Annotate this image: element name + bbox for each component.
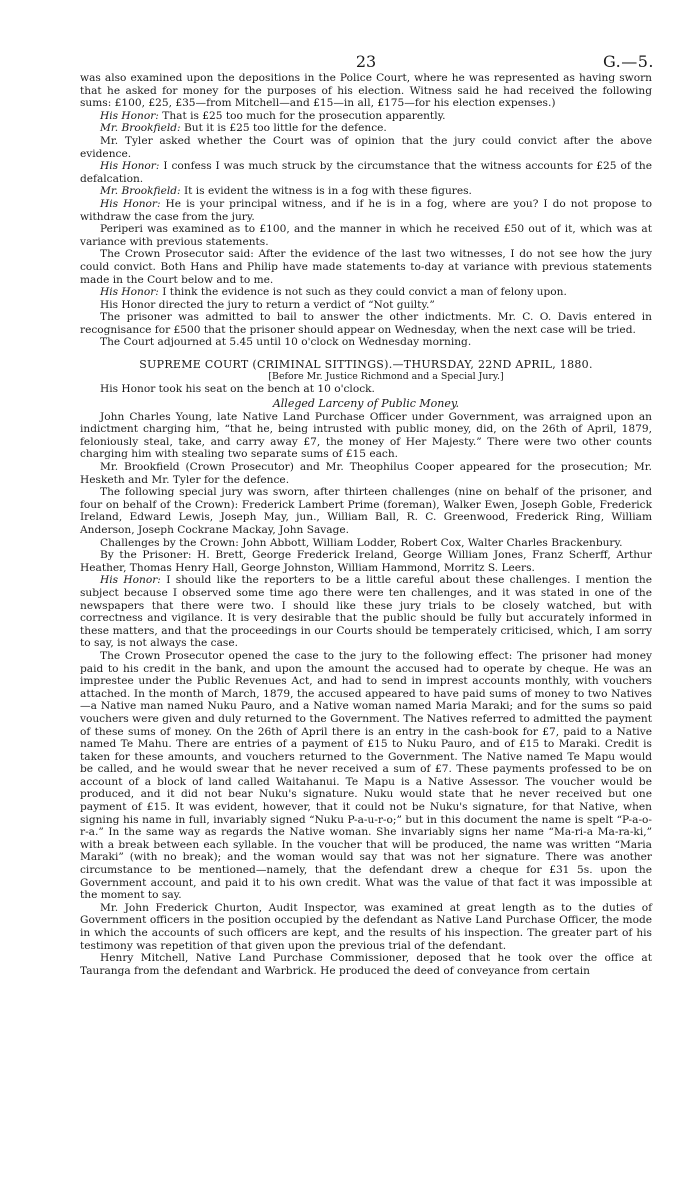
paragraph-text: The following special jury was sworn, after thirteen challenges (nine on behalf of the prisoner, and four on behalf of the Crown): Frederick Lambert Prime (foreman), Walker Ewen, Joseph Goble, Frederick Ireland, Edward Lewis, Joseph May, jun., William Ball, R. C. Greenwood, Frederick Ring, William Anderson, Joseph Cockrane Mackay, John Savage. — [80, 486, 652, 536]
paragraph-text: It is evident the witness is in a fog with these figures. — [180, 185, 472, 198]
paragraph-text: Mr. John Frederick Churton, Audit Inspector, was examined at great length as to the duties of Government officers in the position occupied by the defendant as Native Land Purchase Officer, the mode in which the accounts of such officers are kept, and the results of his inspection. The greater part of his testimony was repetition of that given upon the previous trial of the defendant. — [80, 901, 652, 952]
paragraph-text: He is your principal witness, and if he is in a fog, where are you? I do not propose to withdraw the case from the jury. — [80, 197, 652, 223]
paragraph — [80, 574, 652, 650]
paragraph-text: Mr. Tyler asked whether the Court was of opinion that the jury could convict after the above evidence. — [80, 134, 652, 160]
opening-paragraph: His Honor took his seat on the bench at 10 o'clock. — [100, 383, 375, 396]
paragraph — [80, 311, 652, 336]
paragraph — [80, 185, 652, 198]
paragraph-text: Periperi was examined as to £100, and the manner in which he received £50 out of it, which was at variance with previous statements. — [80, 223, 652, 248]
paragraph — [80, 461, 652, 486]
case-title: Alleged Larceny of Public Money. — [272, 396, 460, 410]
paragraph-text: That is £25 too much for the prosecution apparently. — [158, 109, 446, 122]
proceedings-section-2 — [80, 411, 652, 978]
paragraph — [80, 248, 652, 286]
speaker-label: His Honor: — [100, 160, 160, 173]
paragraph — [80, 198, 652, 223]
document-page — [80, 44, 652, 977]
page-header — [80, 44, 652, 72]
speaker-label: His Honor: — [100, 286, 159, 299]
paragraph-text: The Crown Prosecutor said: After the evidence of the last two witnesses, I do not see how the jury could convict. Both Hans and Philip have made statements to-day at variance with previous statements made in the Court below and to me. — [80, 248, 652, 286]
paragraph — [80, 952, 652, 977]
paragraph — [80, 411, 652, 461]
speaker-label: His Honor: — [100, 197, 161, 210]
paragraph-text: I confess I was much struck by the circumstance that the witness accounts for £25 of the defalcation. — [80, 160, 653, 185]
paragraph — [80, 549, 652, 574]
document-reference: G.—5. — [602, 52, 654, 71]
page-number: 23 — [355, 52, 377, 71]
paragraph-text: Mr. Brookfield (Crown Prosecutor) and Mr. Theophilus Cooper appeared for the prosecution; Mr. Hesketh and Mr. Tyler for the defence. — [80, 461, 652, 486]
paragraph-text: But it is £25 too little for the defence. — [180, 122, 387, 135]
paragraph-text: By the Prisoner: H. Brett, George Frederick Ireland, George William Jones, Franz Scherff, Arthur Heather, Thomas Henry Hall, George Johnston, William Hammond, Morritz S. Leers. — [80, 549, 652, 574]
paragraph-text: I think the evidence is not such as they could convict a man of felony upon. — [158, 286, 567, 299]
paragraph — [80, 650, 652, 902]
court-subheading: [Before Mr. Justice Richmond and a Special Jury.] — [268, 371, 504, 383]
paragraph-text: John Charles Young, late Native Land Purchase Officer under Government, was arraigned upon an indictment charging him, “that he, being intrusted with public money, did, on the 26th of April, 1879, feloniously steal, take, and carry away £7, the money of Her Majesty.” There were two other counts charging him with stealing two separate sums of £15 each. — [80, 410, 652, 461]
paragraph — [80, 135, 652, 160]
speaker-label: Mr. Brookfield: — [100, 185, 181, 198]
paragraph-text: Henry Mitchell, Native Land Purchase Commissioner, deposed that he took over the office at Tauranga from the defendant and Warbrick. He produced the deed of conveyance from certain — [80, 952, 652, 977]
paragraph — [80, 160, 652, 185]
speaker-label: His Honor: — [100, 109, 159, 122]
paragraph — [80, 486, 652, 536]
paragraph-text: Challenges by the Crown: John Abbott, William Lodder, Robert Cox, Walter Charles Brackenbury. — [100, 536, 623, 549]
paragraph — [80, 110, 652, 123]
court-heading: SUPREME COURT (CRIMINAL SITTINGS).—THURSDAY, 22ND APRIL, 1880. — [139, 358, 593, 372]
paragraph — [80, 902, 652, 952]
paragraph — [80, 537, 652, 550]
paragraph — [80, 122, 652, 135]
paragraph — [80, 336, 652, 349]
paragraph-text: His Honor directed the jury to return a verdict of “Not guilty.” — [100, 298, 435, 311]
paragraph — [80, 299, 652, 312]
paragraph-text: The prisoner was admitted to bail to answer the other indictments. Mr. C. O. Davis entered in recognisance for £500 that the prisoner should appear on Wednesday, when the next case will be tried. — [80, 311, 652, 336]
speaker-label: Mr. Brookfield: — [100, 122, 181, 135]
proceedings-section-1 — [80, 72, 652, 349]
paragraph-text: was also examined upon the depositions in the Police Court, where he was represented as having sworn that he asked for money for the purposes of his election. Witness said he had received the following sums: £100, £25, £35—from Mitchell—and £15—in all, £175—for his election expenses.) — [80, 72, 652, 110]
speaker-label: His Honor: — [100, 574, 161, 587]
document-body — [80, 72, 652, 977]
paragraph-text: I should like the reporters to be a little careful about these challenges. I mention the subject because I observed some time ago there were ten challenges, and it was stated in one of the newspapers that there were two. I should like these jury trials to be closely watched, but with correctness and vigilance. It is very desirable that the public should be fully but accurately informed in these matters, and that the proceedings in our Courts should be temperately criticised, which, I am sorry to say, is not always the case. — [80, 574, 652, 650]
paragraph — [80, 223, 652, 248]
paragraph-text: The Court adjourned at 5.45 until 10 o'clock on Wednesday morning. — [100, 336, 472, 349]
paragraph-text: The Crown Prosecutor opened the case to the jury to the following effect: The prisoner had money paid to his credit in the bank, and upon the amount the accused had to operate by cheque. He was an imprestee under the Public Revenues Act, and had to send in imprest accounts monthly, with vouchers attached. In the month of March, 1879, the accused appeared to have paid sums of money to two Natives—a Native man named Nuku Pauro, and a Native woman named Maria Maraki; and for the sums so paid vouchers were given and duly returned to the Government. The Natives referred to admitted the payment of these sums of money. On the 26th of April there is an entry in the cash-book for £7, paid to a Native named Te Mahu. There are entries of a payment of £15 to Nuku Pauro, and of £15 to Maraki. Credit is taken for these amounts, and vouchers returned to the Government. The Native named Te Mapu would be called, and he would swear that he never received a sum of £7. These payments professed to be on account of a block of land called Waitahanui. Te Mapu is a Native Assessor. The voucher would be produced, and it did not bear Nuku's signature. Nuku would state that he never received but one payment of £15. It was evident, however, that it could not be Nuku's signature, for that Native, when signing his name in full, invariably signed “Nuku P-a-u-r-o;” but in this document the name is spelt “P-a-o-r-a.” In the same way as regards the Native woman. She invariably signs her name “Ma-ri-a Ma-ra-ki,” with a break between each syllable. In the voucher that will be produced, the name was written “Maria Maraki” (with no break); and the woman would say that was not her signature. There was another circumstance to be mentioned—namely, that the defendant drew a cheque for £31 5s. upon the Government account, and paid it to his own credit. What was the value of that fact it was impossible at the moment to say. — [80, 649, 652, 902]
paragraph — [80, 286, 652, 299]
paragraph — [80, 72, 652, 110]
